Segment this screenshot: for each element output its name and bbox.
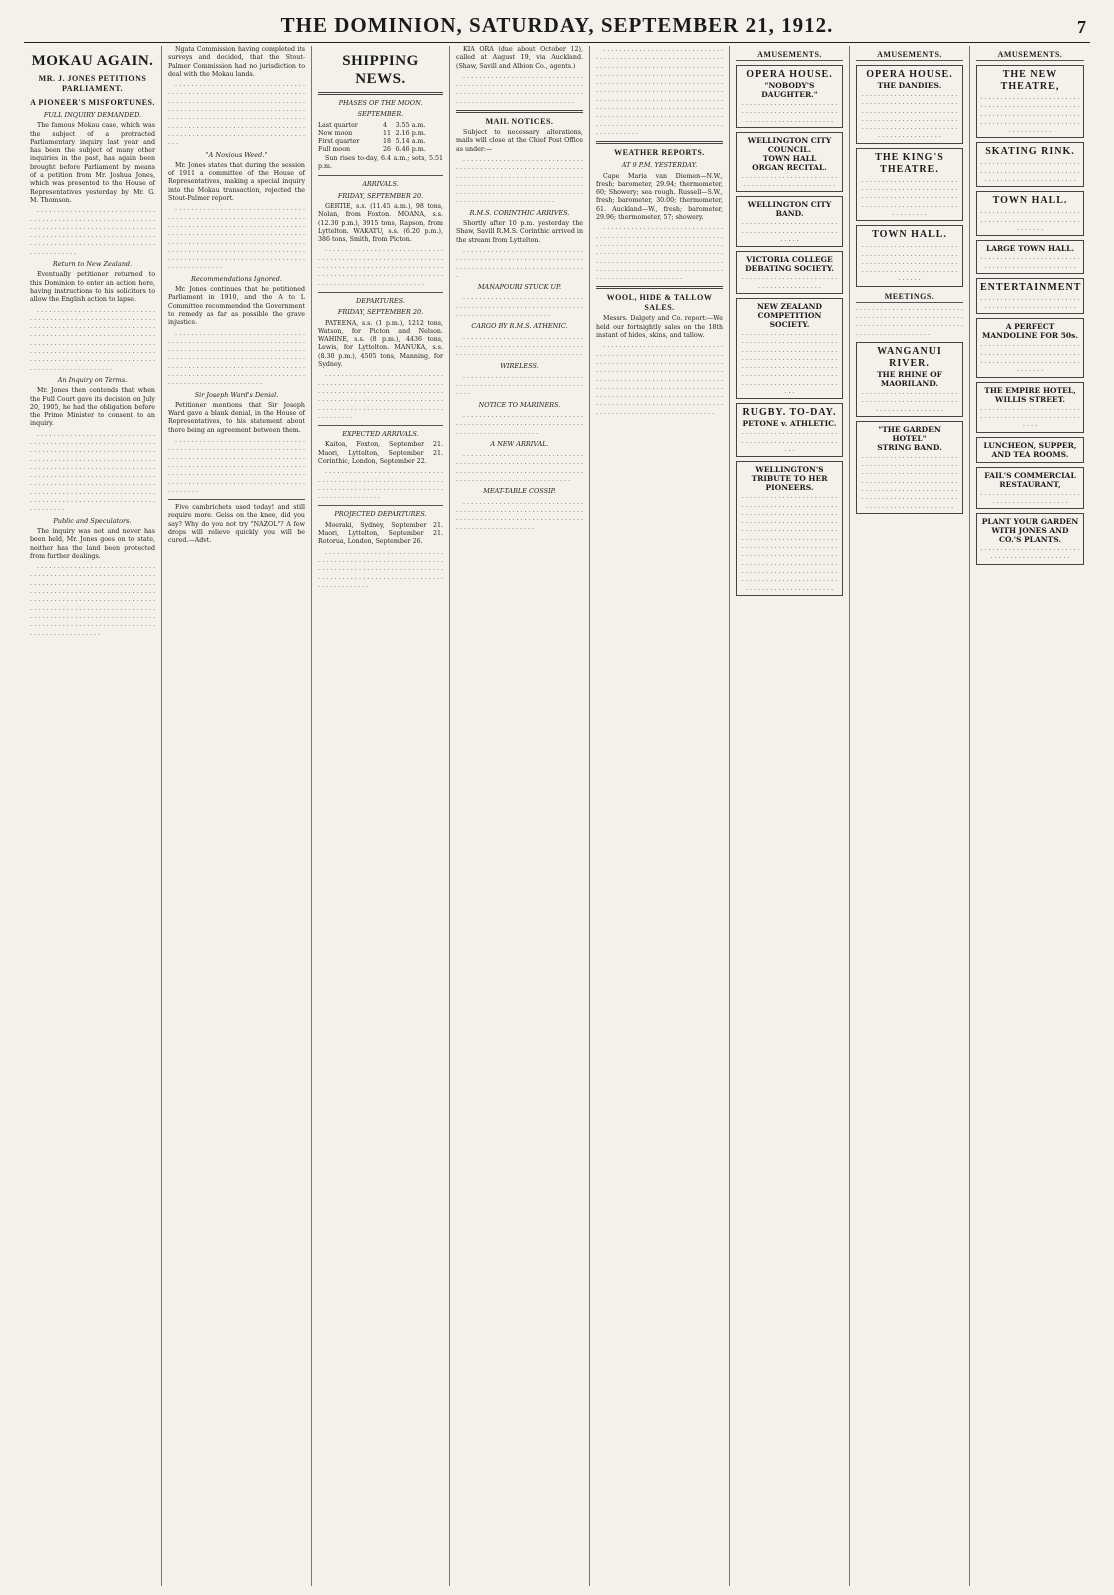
advert-subtitle: THE DANDIES. [877, 81, 942, 90]
filler-text: . . . . . . . . . . . . . . . . . . . . . . . . . . . . . . . . . . . . . . . . . . . . . . . . . . . . . . . . . . . . . . . . . . . . . . . . . . . . . . . . . . . . . . . . . . . . . . . . . . . . . . . . . . . . . . . . . . . . . . . . . . . . . . . . . . . . . . . . . . . . . . . . . . . . . . . . . . . . . . . . . . . . . . . . . . . . . . . . . . . . . . . . . . . . . . . . . . . . . . . . . . . . . . . . . . . . . . . . . . . . . . . . . . . . . . . . . . . . . . . . . . . . . . . . . . . . . . . . . . . . . . . . [30, 563, 155, 637]
phase-day: 26 [383, 146, 392, 154]
sun-times: Sun rises to-day, 6.4 a.m.; sets, 5.51 p.m. [318, 154, 443, 171]
section-subhead: WIRELESS. [500, 361, 539, 370]
date-line: FRIDAY, SEPTEMBER 20. [337, 191, 424, 200]
table-row [318, 146, 443, 154]
phase-name: New moon [318, 129, 353, 137]
advert-title: WELLINGTON'S TRIBUTE TO HER PIONEERS. [751, 465, 828, 493]
advert-title: OPERA HOUSE. [866, 69, 953, 80]
article-paragraph: Mr. Jones continues that he petitioned Parliament in 1910, and the A to L Committee recommended the Government to remedy as far as possible the grave injustice. [168, 286, 305, 327]
shipping-list: PATEENA, s.s. (1 p.m.), 1212 tons, Watson, for Picton and Nelson. WAHINE, s.s. (8 p.m.), 4436 tons, Lewis, for Lyttelton. MANUKA, s.s. (8.30 p.m.), 4505 tons, Manning, for Sydney. [318, 319, 443, 369]
column-4 [450, 46, 590, 1586]
column-8 [970, 46, 1090, 1586]
newspaper-title: THE DOMINION, SATURDAY, SEPTEMBER 21, 1912. [280, 13, 834, 37]
filler-text: . . . . . . . . . . . . . . . . . . . . . . . . . . . . . . . . . . . . . . . . . . . . . . . . . . . . . . . . . . . . . . . . . . . . . . [741, 99, 838, 124]
shipping-list: Kaitoa, Foxton, September 21. Maori, Lyttelton, September 21. Corinthic, London, September 22. [318, 441, 443, 465]
section-subhead: ARRIVALS. [362, 180, 399, 189]
article-paragraph: Eventually petitioner returned to this Dominion to enter an action here, having instructions to his solicitors to allow the English action to lapse. [30, 271, 155, 304]
filler-text: . . . . . . . . . . . . . . . . . . . . . . . . . . . . . . . . . . . . . . . . . . . . . . . . [980, 293, 1080, 311]
phase-time: 6.46 p.m. [395, 146, 426, 154]
article-paragraph: Mr. Jones states that during the session of 1911 a committee of the House of Representatives, making a special inquiry into the Mokau transaction, rejected the Stout-Palmer report. [168, 161, 305, 203]
divider [596, 141, 723, 144]
phase-day: 18 [383, 138, 392, 146]
advert-plants [976, 513, 1084, 565]
phase-time: 2.16 p.m. [395, 129, 426, 137]
advert-title: ENTERTAINMENT [980, 281, 1082, 293]
table-row [318, 130, 443, 138]
advert-title: NEW ZEALAND COMPETITION SOCIETY. [756, 301, 823, 329]
advert-title: THE KING'S THEATRE. [875, 151, 944, 175]
section-subhead: PROJECTED DEPARTURES. [334, 510, 427, 519]
divider [318, 425, 443, 426]
divider [456, 110, 583, 113]
filler-text: . . . . . . . . . . . . . . . . . . . . . . . . . . . . . . . . . . . . . . . . . . . . . . . . . . . . . . . . . . . . . . . . . . . . . . . . . . . . . . . . . . . . . . . . . . . . . . . . . . . . . . . . . . . . . . . . . . . . . . . . . . . . . . . . . . . . . . . . . . . . . . . . . . . . . . . . . . . . . . . . . . . . . . . . . . . . . . . . . . . . . . . . . . . . . . . . . . . . . . . . . . . . . . . . . . . . . . . . . . . . . . . . . . . . . . . . . . . . . . . [168, 81, 305, 147]
phase-day: 4 [383, 121, 388, 129]
advert-town-hall [976, 191, 1084, 236]
divider [318, 92, 443, 95]
advert-kings-theatre [856, 148, 963, 221]
filler-text: . . . . . . . . . . . . . . . . . . . . . . . . . . . . . . . . . . . . . . . . . . . . . . . . [980, 253, 1080, 270]
section-subhead: MEAT-TABLE COSSIP. [483, 487, 556, 496]
advert-mandoline [976, 318, 1084, 377]
section-subhead: Public and Speculators. [53, 516, 132, 525]
advert-title: "THE GARDEN HOTEL" [878, 424, 941, 443]
advert-title: WELLINGTON CITY BAND. [747, 200, 832, 219]
filler-text: . . . . . . . . . . . . . . . . . . . . . . . . . . . . . . . . . . . . . . . . . . . . . . . . . . . . . . . . . . . . . . . . . . . . . . . . . . . . . . . . . . . . . . . . . . . . . . . . . . . . . . . . . . . . . . . . . . . . . . . . . . . [456, 451, 583, 484]
filler-text: . . . . . . . . . . . . . . . . . . . . . . . . . . . . . . . . . . . . . . . . [741, 273, 838, 290]
headline-wool-sales: WOOL, HIDE & TALLOW SALES. [606, 293, 713, 313]
subheadline: A PIONEER'S MISFORTUNES. [30, 98, 155, 107]
filler-text: . . . . . . . . . . . . . . . . . . . . . . . . . . . . . . . . . . . . . . . . . . . . . . . . . . . . . . . . . . . . . . . . . . . . . . . . . . . . . . . . . . . . . . . . . . . . . . . . . . . . . . . . . . . . . . . . . . . . . . . . . . . . . . . . . . . . . . . . . . . . . . . . . . . . . . . . . . . . . . . . . . . . . . . . . . . . . . . . . . . . . . . . . . . . . . . . . . . . . . . . . . . . . . . . . . . . . . . . . . . . . . . . . . . . . . . . . . . . [30, 306, 155, 372]
shipping-list: Moeraki, Sydney, September 21. Maori, Lyttelton, September 21. Rotorua, London, September 26. [318, 521, 443, 546]
advert-title: RUGBY. TO-DAY. [742, 407, 837, 419]
phase-name: First quarter [318, 138, 360, 146]
advert-title: TOWN HALL. [992, 195, 1068, 207]
article-paragraph: KIA ORA (due about October 12), called at August 19, via Auckland. (Shaw, Savill and Albion Co., agents.) [456, 46, 583, 70]
filler-text: . . . . . . . . . . . . . . . . . . . . . . . . . . . . . . . . . . . . . . . . . . . . . . . . . . . . . [741, 218, 838, 244]
divider [318, 292, 443, 293]
advert-subtitle: TOWN HALL [762, 153, 817, 163]
advert-opera-house [736, 65, 843, 128]
phase-name: Last quarter [318, 121, 358, 129]
column-6 [730, 46, 850, 1586]
article-paragraph: Cape Maria van Diemen—N.W., fresh; barometer, 29.94; thermometer, 60; Showery; sea rough. Russell—S.W., fresh; barometer, 30.00; thermometer, 61. Auckland—W., fresh; barometer, 29.96; thermometer, 57; showery. [596, 172, 723, 222]
filler-text: . . . . . . . . . . . . . . . . . . . . . . . . . . . . . . . . . . . . . . . . . . . . . . . . . . . . . . . . . . . . . . . . . . . . . . . . . . . . . . . . . . [980, 340, 1080, 374]
date-line: FRIDAY, SEPTEMBER 20. [337, 308, 424, 317]
advert-entertainment [976, 278, 1084, 315]
column-5 [590, 46, 730, 1586]
meetings-heading: MEETINGS. [856, 291, 963, 303]
article-paragraph: Ngata Commission having completed its surveys and decided, that the Stout-Palmer Commission had no jurisdiction to deal with the Mokau lands. [168, 46, 305, 78]
section-subhead: AT 9 P.M. YESTERDAY. [621, 161, 698, 170]
advert-competition-society [736, 298, 843, 399]
phase-name: Full moon [318, 146, 351, 154]
column-3 [312, 46, 450, 1586]
advert-subtitle: STRING BAND. [877, 442, 942, 452]
advert-town-hall [856, 225, 963, 286]
advert-title: A PERFECT MANDOLINE FOR 50s. [982, 322, 1078, 341]
filler-text: . . . . . . . . . . . . . . . . . . . . . . . . . . . . . . . . . . . . . . . . . . . . . . . . . . . . . . . . . . . . . . . . . . . . . . . . . . . . . . . . . . . . . . . . . . . . . . . . . . . . . . [861, 241, 958, 283]
section-subhead: EXPECTED ARRIVALS. [342, 430, 419, 439]
filler-text: . . . . . . . . . . . . . . . . . . . . . . . . . . . . . . . . . . . . . . . . . . . . . . . . . . . . . . . . . . . . . . . . . . . . . . . . . . . . . . . . . . . . . . . . . . . . . . . . . . . . . . . . . . . . . . . . . . . . . . . . . . . . [456, 72, 583, 105]
amusements-heading: AMUSEMENTS. [976, 49, 1084, 61]
column-7 [850, 46, 970, 1586]
shipping-list: GERTIE, s.s. (11.45 a.m.), 98 tons, Nolan, from Foxton. MOANA, s.s. (12.30 p.m.), 3915 tons, Rapson, from Lyttelton. WAKATU, s.s. (6.20 p.m.), 386 tons, Smith, from Picton. [318, 202, 443, 244]
advert-city-council [736, 132, 843, 193]
section-subhead: "A Noxious Weed." [205, 150, 268, 159]
filler-text: . . . . . . . . . . . . . . . . . . . . . . . . . . . . . . . . . . . . . . . . . . . . . . . . . . . . . . . . . . . . . . . . . . . . . . . . . . . . . . . . . . . . . . . . . . . . . . . [456, 246, 583, 279]
filler-text: . . . . . . . . . . . . . . . . . . . . . . . . . . . . . . . . . . . . . . . . . . . . . . . . . . . . . . . . . . . . . . . . . . . . . . . . . . . . . . . . . . . . . . . . . . . . . . . . . . . . . . . . . . . . . . . . . . . . . . . . . . . . . . . . . . . . . . . . . . . . . . . . . . . . . . . . . . . . . . . . . . . . . . . . . . . . . . . . . . . . . . . . . . . . . . . . . . . . . . . . . . . . . . . . . . [168, 437, 305, 494]
filler-text: . . . . . . . . . . . . . . . . . . . . . . . . . . . . . . . . . . . . . . . . . . . . . . . . . . . . . . . . . . . . . . . . . . . . . . . . . . . . . . . . . . . . . . . . . . . . . . . . . . . . . . . . . . . . . . . . . . . . . . . . . . . . . . . . . . . . . . . . . . . . . . . . . . . . . . . . . . . . . . . . . . . . . [30, 207, 155, 256]
headline-weather: WEATHER REPORTS. [614, 148, 705, 158]
divider [318, 175, 443, 176]
filler-text: . . . . . . . . . . . . . . . . . . . . . . . . . . . . . . . . . . . . . . . . . . . . . . . . . . . . . . . . . . . . . . . . . . . . . . . . . . . . . . . . . . . . . . . . . . . . . . . . . . . . . . . . . . . . . . . . . . [456, 498, 583, 531]
advert-garden-hotel [856, 421, 963, 514]
divider [318, 505, 443, 506]
filler-text: . . . . . . . . . . . . . . . . . . . . . . . . . . . . . . . . . . . . . . . . . . . . . . . . . . . . . . . . . . . . . . . . . . . . . . . . . . . . . . . . . . . . . . . . . . . . . . . . . . . . . . . . . . . . . . . . . . . . . . . . . . . . . . . . . . . . . . . . . . . . . . . . . . . . . . . . . . . . . . . . . . . . . . . . . . . . . . . . . . . . . . . [456, 155, 583, 205]
filler-text: . . . . . . . . . . . . . . . . . . . . . . . . . . . . . . . . . . . . . . . . . . . . . . . . . . . . . . . . . . . . . . . . . . . . . . . . . . . . . . . . . . . . . . . . . . . . . . . . . . . . . . . . . . . . . . . . . . . . . . . . . . . . . . . . . . . . . . . [318, 548, 443, 589]
masthead [24, 8, 1090, 43]
divider [168, 499, 305, 500]
filler-text: . . . . . . . . . . . . . . . . . . . . . . . . . . . . . . . . . . . . . . . . . . . . . . . . . . . . . . . . . . . . . . . . . . . . . . . . . . . . . . . . . . . . . . . . . . . . . . . . . . . . . . . . . . . . . . . . . . . . . . . . . . . . . . . . . . . . . . . . . . . . . . . . . . . . . . . . . . . . . . . . . . . . . . . . . . . . . . . . . . . . . . . . . . . . . . . . . . . . . . . . . . . . . . . . . . . . . . . . . . . . . . . . . . . . . . . . . . . . . . . . . . . . . . . . . . [168, 205, 305, 271]
advert-subtitle: PETONE v. ATHLETIC. [742, 419, 837, 429]
headline-mail-notices: MAIL NOTICES. [485, 117, 554, 127]
table-row [318, 122, 443, 130]
filler-text: . . . . . . . . . . . . . . . . . . . . . . . . . . . . . . . . . . . . . . . . . . . . . . . . . . . . . . . . . . . . . . . . . . [456, 372, 583, 397]
article-paragraph: Messrs. Dalgety and Co. report:—We held our fortnightly sales on the 18th instant of hides, skins, and tallow. [596, 315, 723, 340]
advert-subtitle: WILLIS STREET. [995, 394, 1065, 404]
advert-subtitle: THE RHINE OF MAORILAND. [877, 369, 942, 388]
article-paragraph: The inquiry was not and never has been held, Mr. Jones goes on to state, neither has the land been protected from further dealings. [30, 527, 155, 560]
advert-large-town-hall [976, 240, 1084, 274]
advert-opera-house [856, 65, 963, 144]
filler-text: . . . . . . . . . . . . . . . . . . . . . . . . . . . . . . . . . . . . . . . . . . . . . . . . . . . . . . . . . . . . . . . . . . . . . . . . . . . . . . . . . . . . . . . . . . . . . . . . . . . . . . . . . . . . . . . . . . . . . . . . . . . . . . . . . . . . . . . . . . . . . . . . . . . . . . . . . . . . . . . . . . . . . . . . . . . . . . . . . . . . . . . . . . . . . . . . . . . . . . . . . . . . . . . . . . . . . . . . . . . . . . . . . . . . . . . . . . . . . . . . . . . . . . . . . . . . . . . . . . . . . . . . . . . . . . . . . . . . . . . . . . . . . . . . . . . . . . . . . . . . . . . . . . . . . . . . . . . . . . . . . . . . . . . . . [596, 46, 723, 136]
advert-debating-society [736, 251, 843, 294]
newspaper-columns [24, 46, 1090, 1586]
advert-rugby [736, 403, 843, 457]
advert-title: PLANT YOUR GARDEN WITH JONES AND CO.'S PLANTS. [981, 517, 1079, 545]
amusements-heading: AMUSEMENTS. [856, 49, 963, 61]
advert-wanganui-river [856, 342, 963, 417]
section-subhead: NOTICE TO MARINERS. [478, 400, 561, 409]
advert-city-band [736, 196, 843, 247]
filler-text: . . . . . . . . . . . . . . . . . . . . . . . . . . . . . . . . . . . . . . . . . . . . . . . . . . . . . . . . . . . . . . . . . . . . . . . . . . . . . . . . . . . . . . . . . . . . . . . . . . . . . . . . . . . . . . . . . . . . . . . . . . . . . . . . . . . . . . . . . . . . . . . . . . . . . . . . . . . . . . . . . . . . . . . . . . . . . . . . . . . . . . . . . . . . . . . . . . . . . . . . . . . . . . . . . . . . . . . . . . . . . . . . . . [168, 329, 305, 387]
advert-new-theatre [976, 65, 1084, 138]
headline-mokau: MOKAU AGAIN. [31, 53, 154, 69]
advert-title: WELLINGTON CITY COUNCIL. [747, 135, 832, 154]
filler-text: . . . . . . . . . . . . . . . . . . . . . . . . . . . . . . . . . . . . . . . . . . . . . . . . . . . . . . . . . [980, 207, 1080, 232]
filler-text: . . . . . . . . . . . . . . . . . . . . . . . . . . . . . . . . . . . . . . . . . . . . . . . . . . . . . . . . . . . . . . . . . . . . . . . . . . . . . . . . . . . [456, 411, 583, 436]
filler-text: . . . . . . . . . . . . . . . . . . . . . . . . . . . . . . . . . . . . . . . . . . . . . . . [741, 171, 838, 189]
filler-text: . . . . . . . . . . . . . . . . . . . . . . . . . . . . . . . . . . . . . . . . . . . . . . . . . . . . . . . . . . . . . . . . . . . . . . . . . . . . . . . . . . . . . . [456, 294, 583, 319]
filler-text: . . . . . . . . . . . . . . . . . . . . . . . . . . . . . . . . . . . . . . . . . . . . . [980, 544, 1080, 561]
advert-fails-restaurant [976, 467, 1084, 510]
article-paragraph: Petitioner mentions that Sir Joseph Ward gave a blank denial, in the House of Representatives, to his statement about there being an agreement between them. [168, 401, 305, 434]
section-subhead: Sir Joseph Ward's Denial. [194, 390, 279, 399]
section-subhead: DEPARTURES. [356, 296, 405, 305]
filler-text: . . . . . . . . . . . . . . . . . . . . . . . . . . . . . . . . . . . . . . . . . . . . [980, 488, 1080, 505]
advert-luncheon [976, 437, 1084, 463]
article-paragraph: Mr. Jones then contends that when the Full Court gave its decision on July 20, 1905, he had the obligation before the Prime Minister to consent to an inquiry. [30, 387, 155, 428]
section-subhead: Recommendations Ignored. [191, 274, 282, 283]
subheadline: MR. J. JONES PETITIONS PARLIAMENT. [38, 74, 147, 93]
phase-day: 11 [383, 129, 392, 137]
advert-title: THE NEW THEATRE, [1000, 69, 1060, 92]
filler-text: . . . . . . . . . . . . . . . . . . . . . . . . . . . . . . . . . . . . . . . . . . . . . . . . . . . . . . . . . . . . . . . . . . . . . . . . . . . . . . . . . . . . . . . . . . . . . . . . . . . . [856, 304, 963, 337]
advert-title: OPERA HOUSE. [746, 69, 833, 80]
filler-text: . . . . . . . . . . . . . . . . . . . . . . . . . . . . . . . . . . . . . . . . . . . . . . . . . . . . . . . . . . . . . . . . . . . . . . . . . . . . . . . . . . . . . . . . . . . . . . . . . . . . . . . . . . . . . . . . . . . . . . . . . . . . . . . . . . . . . . . . . . . . . . . . . . . . . . . . . . . . . . . . . . . . . . . . . . . . . . . . . . . . . . . . . . . . . . . . . . . . . . . . . . . . . . . . . . . . [596, 224, 723, 282]
section-subhead: An Inquiry on Terms. [57, 375, 128, 384]
month-label: SEPTEMBER. [357, 110, 404, 119]
filler-text: . . . . . . . . . . . . . . . . . . . . . . . . . . . . . . . . . . . . . . . . . . . . . . . . . . . . . . . . . . . . . . . . . [861, 387, 958, 413]
article-paragraph: Subject to necessary alterations, mails will close at the Chief Post Office as under:— [456, 129, 583, 153]
advert-subtitle: ORGAN RECITAL. [752, 162, 827, 172]
subheadline: FULL INQUIRY DEMANDED. [43, 111, 142, 119]
advert-empire-hotel [976, 382, 1084, 433]
advert-subtitle: "NOBODY'S DAUGHTER." [761, 81, 818, 99]
filler-text: . . . . . . . . . . . . . . . . . . . . . . . . . . . . . . . . . . . . . . . . . . . . . . . . . . . . . . . . . . . . . . . . . . . . . . . . . . . . . . . . . . . . . . . . . . . . . . . . . . . . . . . . . . . . . . . [980, 93, 1080, 135]
advert-title: VICTORIA COLLEGE DEBATING SOCIETY. [745, 255, 834, 274]
table-row [318, 138, 443, 146]
column-2 [162, 46, 312, 1586]
advert-pioneers [736, 461, 843, 596]
filler-text: . . . . . . . . . . . . . . . . . . . . . . . . . . . . . . . . . . . . . . . . . . . . . . . . . . . . . . . . . . . . . . . . . . . . . . . . . . . . . . . . . . . . . . . . . . . . . . . . . . . . . . . . . . . . . . . . . . . . . . . . . . . . . . . . . . . . . . . . . . . . . . . . . . . . . . . . . . . . . . . . . . . . . . . . . . . . . . . . . . . . . . . . . . . . . . . . . . . . . . . . . . . . . . . . . . . . . . . . . . . . . . . . . . . . . . . . . . . . . . . . . . . . . . . . . . . . . . . . . . . . . . . . . . . . . . . . . . . . . . . . . . . . . . [741, 492, 838, 592]
advert-title: WANGANUI RIVER. [877, 345, 942, 369]
filler-text: . . . . . . . . . . . . . . . . . . . . . . . . . . . . . . . . . . . . . . . . . . . . . . . . . . . . . . . . . . . . . . . . . . . . . . . . . . . . . . . . . . . . . . . . . . . . . . . . . . . . . . . . . . . [318, 468, 443, 501]
filler-text: . . . . . . . . . . . . . . . . . . . . . . . . . . . . . . . . . . . . . . . . . . . . . . . . . . . . . . . . . . . . . . . . . . . . . . . . . . . . . . . . . . . . . . . . . . . . . . [456, 333, 583, 358]
phase-time: 5.14 a.m. [395, 138, 426, 146]
filler-text: . . . . . . . . . . . . . . . . . . . . . . . . . . . . . . . . . . . . . . . . . . . . . . . . . . . . . . [980, 403, 1080, 429]
advert-skating-rink [976, 142, 1084, 187]
filler-text: . . . . . . . . . . . . . . . . . . . . . . . . . . . . . . . . . . . . . . . . . . . . . . . . . . . . . . . . . . . . . . . . . . . . . . . . . . . . . . . . . . . . . . . . . . . . . . . . . . . . . . . . . . . . . . . . . . . . . . . . . . . . . . . . . . . . . . . . . . . . . . . . . . . . . . . . . . . . . . . . . . . . . . . . . . . . . . . . . . . . . . . . . . . . . . . . . . . . . . . . . . . . . . . . . . . . . . . . . . . . . . . . . . . . . . . . . . . . . . . . . . . . . . . . . . . . . . . . . . . . . . . . . . . . . . . . . . . . . . . . . . . . . . [30, 430, 155, 513]
phase-time: 3.55 a.m. [395, 121, 426, 129]
divider [596, 286, 723, 289]
filler-text: . . . . . . . . . . . . . . . . . . . . . . . . . . . . . . . . . . . . . . . . . . . . . . . . . . . [741, 428, 838, 453]
filler-text: . . . . . . . . . . . . . . . . . . . . . . . . . . . . . . . . . . . . . . . . . . . . . . . . . . . . . . . . . . . . . . . . . . . . . . . . . . . . . . . . . . . . . . . . . . . . . . . . . . . . . . . . . . . . . . . . . . . . . . . . . . . . . . . . . . . . . . . . . . . . . . . . . . . . . . . . . . . . . . . . . . . . . . [861, 451, 958, 510]
page-number: 7 [1077, 17, 1086, 37]
section-subhead: Return to New Zealand. [52, 260, 133, 269]
advert-title: FAIL'S COMMERCIAL RESTAURANT, [984, 470, 1076, 489]
section-subhead: MANAPOURI STUCK UP. [477, 283, 562, 292]
filler-text: . . . . . . . . . . . . . . . . . . . . . . . . . . . . . . . . . . . . . . . . . . . . . . . . . . . . . . . . . . . . . . . . . . . . . . . . . . . . . . . . . . . . . . . . . . . . . . . . . . . . . . . . . [861, 175, 958, 217]
headline-shipping: SHIPPING NEWS. [342, 53, 419, 87]
amusements-heading: AMUSEMENTS. [736, 49, 843, 61]
section-subhead: A NEW ARRIVAL. [490, 439, 549, 448]
filler-text: . . . . . . . . . . . . . . . . . . . . . . . . . . . . . . . . . . . . . . . . . . . . . . . . . . . . . . . . . . . . . . . . . . . . . . . . . . . . . . . . . . . . . . . . . . . . . . . . . . . . . . . . . . . . . . . . . . . . . . . . . . . . . . . . . . . . . . . . [861, 90, 958, 140]
advert-title: LARGE TOWN HALL. [985, 244, 1075, 254]
advert-title: THE EMPIRE HOTEL, [984, 385, 1076, 395]
article-paragraph: The famous Mokau case, which was the subject of a protracted Parliamentary inquiry last year and has been the subject of many other inquiries in the past, has again been brought before Parliament by means of a petition from Mr. Joshua Jones, which was presented to the House of Representatives yesterday by Mr. G. M. Thomson. [30, 122, 155, 204]
filler-text: . . . . . . . . . . . . . . . . . . . . . . . . . . . . . . . . . . . . . . . . . . . . . . . . . . . . . . . . . . . . . . . . . . . . . . . . . . . . . . . . . . . . . . . . . . . . . . . . . . . . . . . . . . . . . . . . . . . . . . . . . . . . . . . . . . . . . . . . . . . . . . . . . . . . . . . . . . . . . . . . . . [318, 371, 443, 420]
advert-title: SKATING RINK. [985, 146, 1075, 158]
filler-text: . . . . . . . . . . . . . . . . . . . . . . . . . . . . . . . . . . . . . . . . . . . . . . . . . . . . . . . . . . . . . . . . . . . . . . . . . [980, 158, 1080, 184]
filler-text: . . . . . . . . . . . . . . . . . . . . . . . . . . . . . . . . . . . . . . . . . . . . . . . . . . . . . . . . . . . . . . . . . . . . . . . . . . . . . . . . . . . . . . . . . . . . . . . . . . . . . . . . . . . . . . . . . . . . . . . . . . . . . . . . . . . . . . . . . . . . . . . . . . . . . . . . . . . . . . . . . . . . . . . . . . . [741, 328, 838, 396]
advert-title: LUNCHEON, SUPPER, AND TEA ROOMS. [983, 440, 1077, 459]
section-subhead: PHASES OF THE MOON. [338, 99, 423, 107]
advert-title: TOWN HALL. [872, 229, 947, 241]
filler-text: . . . . . . . . . . . . . . . . . . . . . . . . . . . . . . . . . . . . . . . . . . . . . . . . . . . . . . . . . . . . . . . . . . . . . . . . . . . . . . . . . . . . . . . . . . . . . . . . . . . . . . . . . . . . . . . . . . . . . . . . . . . . . . . . . . . . . . . . . . . . . . . . . . . . . [318, 246, 443, 287]
article-paragraph: Shortly after 10 p.m. yesterday the Shaw, Savill R.M.S. Corinthic arrived in the stream from Lyttelton. [456, 220, 583, 244]
advert-note: Five cambrichets used today! and still require more. Geiss on the knee, did you say? Why do you not try "NAZOL"? A few drops will relieve quickly you will be cured.—Advt. [168, 504, 305, 545]
section-subhead: CARGO BY R.M.S. ATHENIC. [471, 322, 568, 331]
moon-phases-table [318, 122, 443, 155]
filler-text: . . . . . . . . . . . . . . . . . . . . . . . . . . . . . . . . . . . . . . . . . . . . . . . . . . . . . . . . . . . . . . . . . . . . . . . . . . . . . . . . . . . . . . . . . . . . . . . . . . . . . . . . . . . . . . . . . . . . . . . . . . . . . . . . . . . . . . . . . . . . . . . . . . . . . . . . . . . . . . . . . . . . . . . . . . . . . . . . . . . . . . . . . . . . . . . . . . . . . . . . . . . . . . . . . . . . . . . . . . . . . . . . . . . . . . . . . . . . . . . . . . . . . . . . . . . . . . . . . . . . . . . . . . . . . . . . . . . . . . . . . . . . [596, 342, 723, 416]
column-1 [24, 46, 162, 1586]
section-subhead: R.M.S. CORINTHIC ARRIVES. [469, 208, 570, 217]
